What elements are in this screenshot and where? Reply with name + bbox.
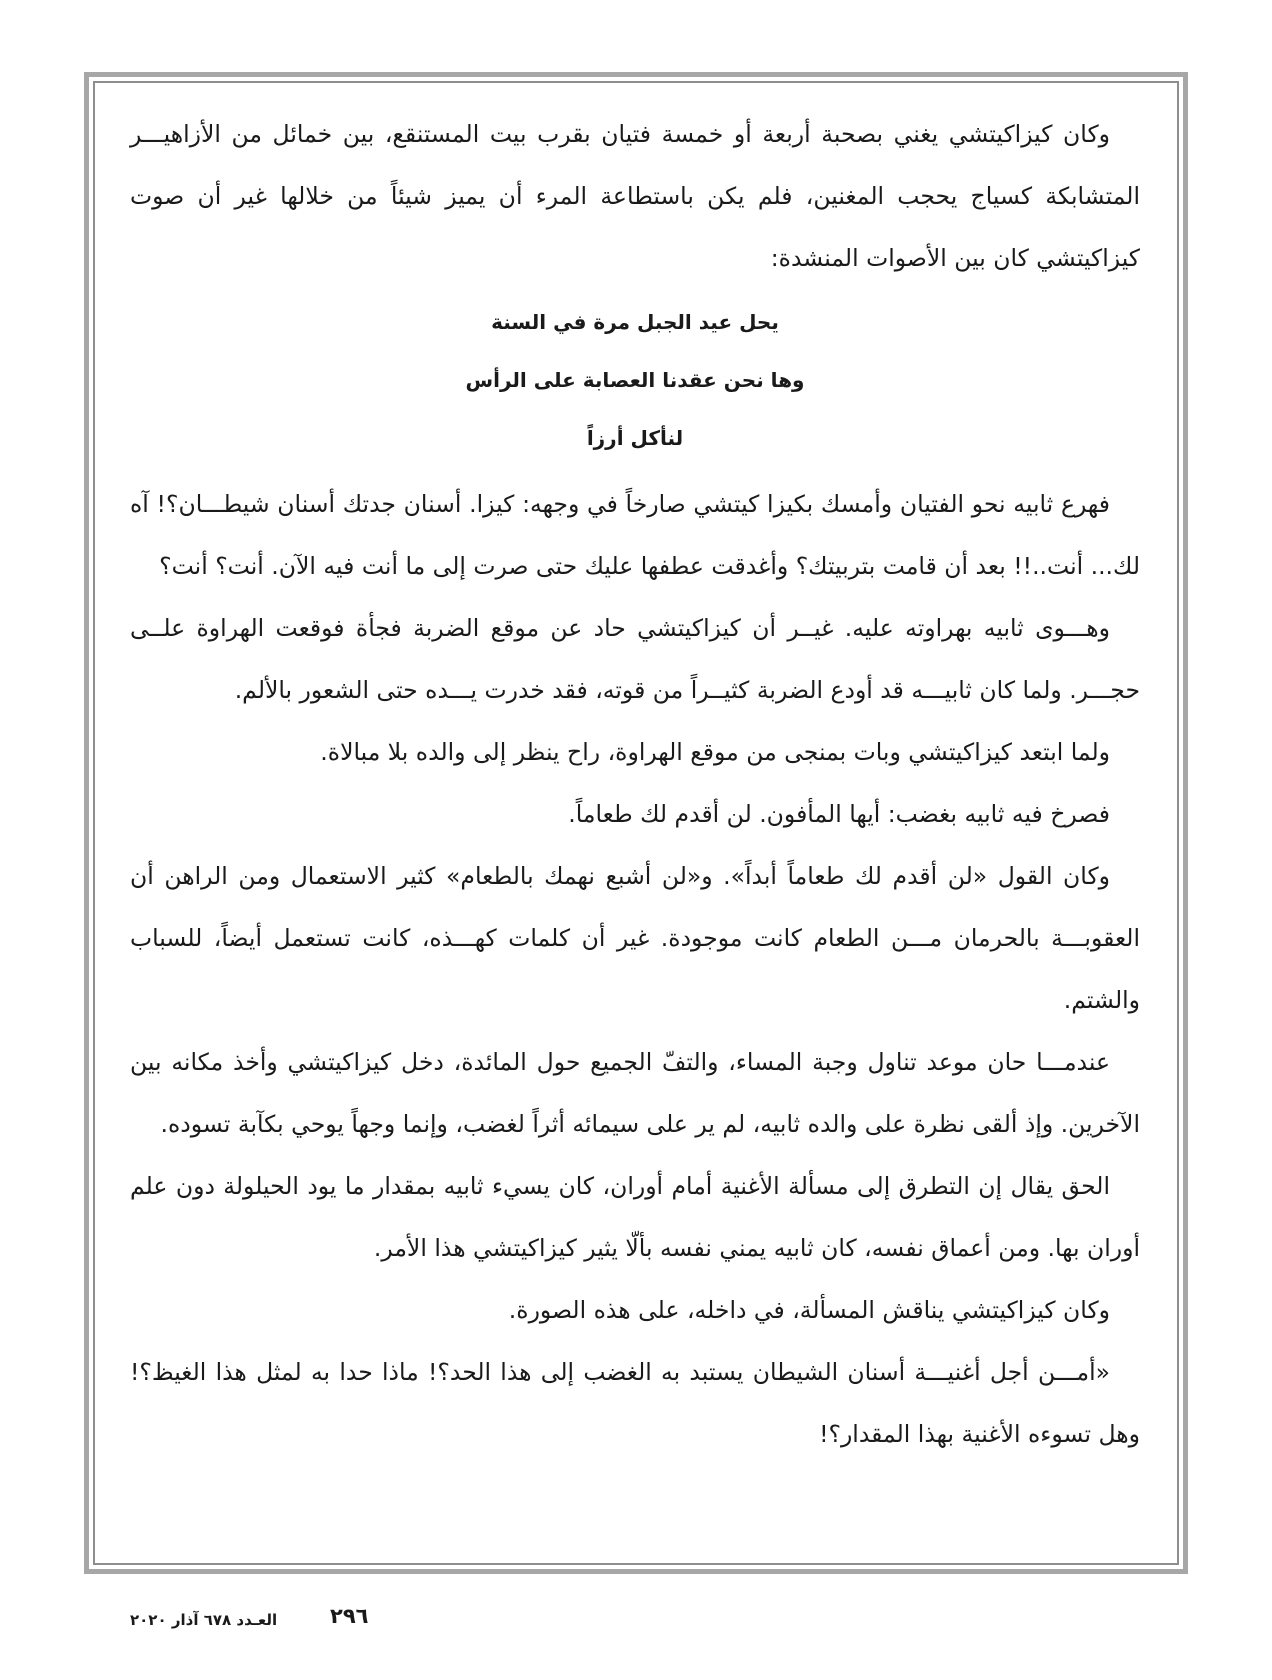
paragraph-2: فهرع ثابيه نحو الفتيان وأمسك بكيزا كيتشي صارخاً في وجهه: كيزا. أسنان جدتك أسنان شيطـــان؟! آه لك... أنت..!! بعد أن قامت بتربيتك؟ وأغدقت عطفها عليك حتى صرت إلى ما أنت فيه الآن. أنت؟ أنت؟ bbox=[130, 490, 1140, 580]
paragraph-3: وهـــوى ثابيه بهراوته عليه. غيــر أن كيزاكيتشي حاد عن موقع الضربة فجأة فوقعت الهراوة علــى حجـــر. ولما كان ثابيـــه قد أودع الضربة كثيــراً من قوته، فقد خدرت يـــده حتى الشعور بالألم. bbox=[130, 614, 1140, 704]
paragraph-4: ولما ابتعد كيزاكيتشي وبات بمنجى من موقع الهراوة، راح ينظر إلى والده بلا مبالاة. bbox=[320, 738, 1110, 766]
paragraph-8: الحق يقال إن التطرق إلى مسألة الأغنية أمام أوران، كان يسيء ثابيه بمقدار ما يود الحيلولة دون علم أوران بها. ومن أعماق نفسه، كان ثابيه يمني نفسه بألّا يثير كيزاكيتشي هذا الأمر. bbox=[130, 1172, 1140, 1262]
paragraph-10: «أمـــن أجل أغنيـــة أسنان الشيطان يستبد به الغضب إلى هذا الحد؟! ماذا حدا به لمثل هذا الغيظ؟! وهل تسوءه الأغنية بهذا المقدار؟! bbox=[130, 1358, 1140, 1448]
paragraph-1: وكان كيزاكيتشي يغني بصحبة أربعة أو خمسة فتيان بقرب بيت المستنقع، بين خمائل من الأزاهيـــر المتشابكة كسياج يحجب المغنين، فلم يكن باستطاعة المرء أن يميز شيئاً من خلالها غير أن صوت كيزاكيتشي كان بين الأصوات المنشدة: bbox=[130, 120, 1140, 272]
page-number: ٢٩٦ bbox=[330, 1604, 369, 1628]
verse-line-1: يحل عيد الجبل مرة في السنة bbox=[491, 310, 779, 334]
paragraph-9: وكان كيزاكيتشي يناقش المسألة، في داخله، على هذه الصورة. bbox=[508, 1296, 1110, 1324]
article-text bbox=[130, 103, 1140, 1465]
paragraph-7: عندمـــا حان موعد تناول وجبة المساء، والتفّ الجميع حول المائدة، دخل كيزاكيتشي وأخذ مكانه بين الآخرين. وإذ ألقى نظرة على والده ثابيه، لم ير على سيمائه أثراً لغضب، وإنما وجهاً يوحي بكآبة تسوده. bbox=[130, 1048, 1140, 1138]
verse-line-3: لنأكل أرزاً bbox=[586, 426, 684, 450]
paragraph-6: وكان القول «لن أقدم لك طعاماً أبداً». و«لن أشبع نهمك بالطعام» كثير الاستعمال ومن الراهن أن العقوبـــة بالحرمان مـــن الطعام كانت موجودة. غير أن كلمات كهـــذه، كانت تستعمل أيضاً، للسباب والشتم. bbox=[130, 862, 1140, 1014]
issue-label: العـدد ٦٧٨ آذار ٢٠٢٠ bbox=[130, 1611, 278, 1629]
verse-line-2: وها نحن عقدنا العصابة على الرأس bbox=[465, 368, 805, 392]
paragraph-5: فصرخ فيه ثابيه بغضب: أيها المأفون. لن أقدم لك طعاماً. bbox=[568, 800, 1110, 828]
